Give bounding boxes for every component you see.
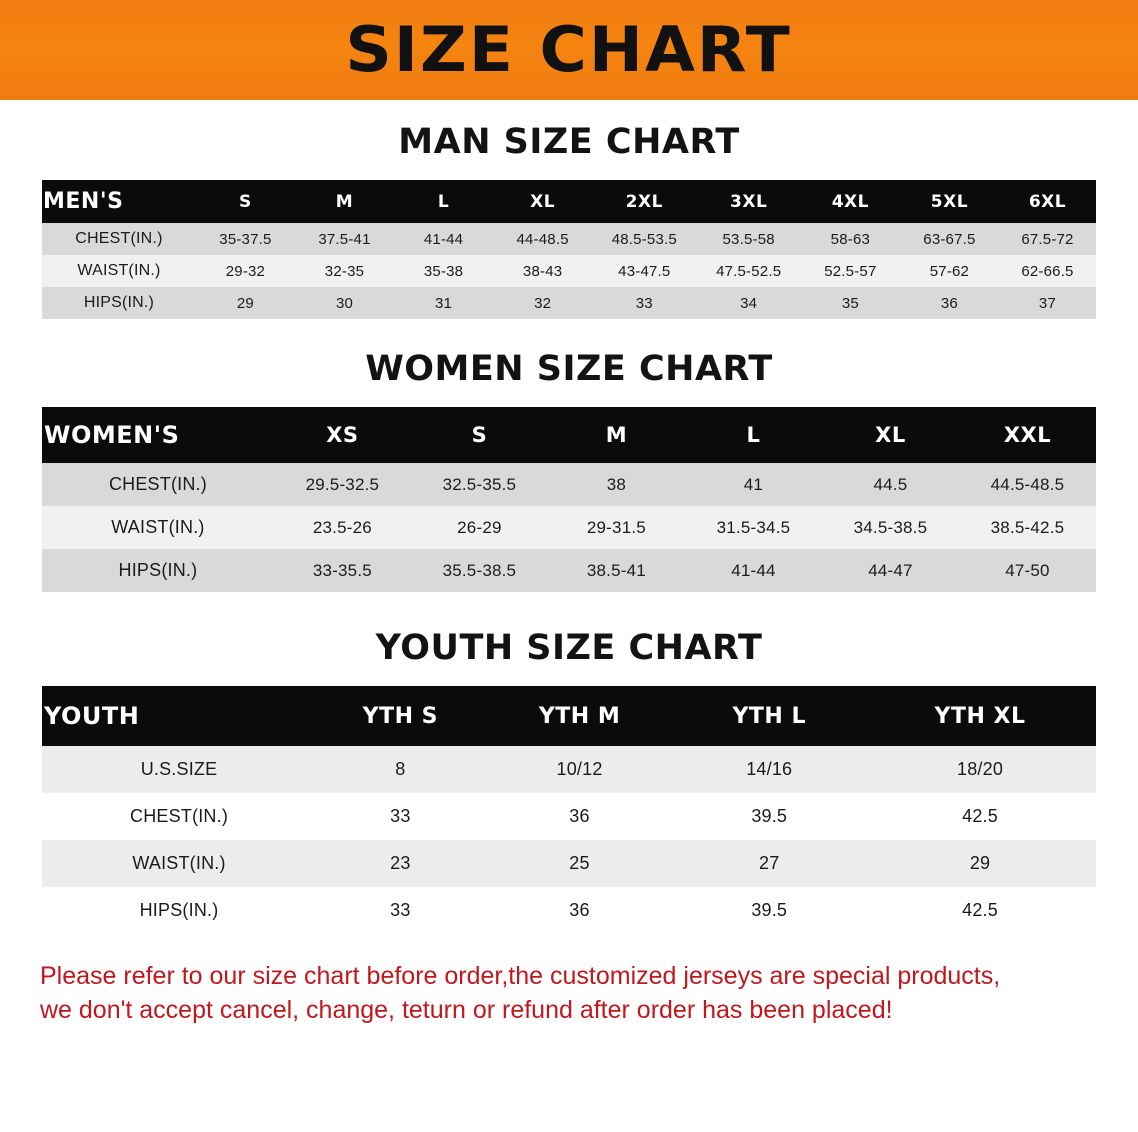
women-row-2-cell-5: 47-50 [959,549,1096,592]
man-row-0-cell-5: 53.5-58 [696,223,800,255]
women-row-1-cell-5: 38.5-42.5 [959,506,1096,549]
man-row-1-cell-3: 38-43 [493,255,592,287]
youth-row-3-label: HIPS(IN.) [42,887,316,934]
man-row-0-label: CHEST(IN.) [42,223,196,255]
table-row [42,463,1096,506]
youth-table-header-row [42,686,1096,746]
youth-header-cell-2: YTH M [485,686,675,746]
youth-row-3-cell-2: 39.5 [674,887,864,934]
women-header-cell-6: XXL [959,407,1096,463]
man-row-2-cell-0: 29 [196,287,295,319]
women-header-cell-0: WOMEN'S [42,407,274,463]
man-row-2-cell-8: 37 [999,287,1096,319]
youth-table-wrap [0,686,1138,934]
women-header-cell-1: XS [274,407,411,463]
women-row-2-label: HIPS(IN.) [42,549,274,592]
youth-header-cell-1: YTH S [316,686,485,746]
women-header-cell-4: L [685,407,822,463]
man-row-1-cell-8: 62-66.5 [999,255,1096,287]
women-row-1-cell-4: 34.5-38.5 [822,506,959,549]
policy-note [0,960,1138,1028]
youth-row-0-label: U.S.SIZE [42,746,316,793]
women-row-0-cell-1: 32.5-35.5 [411,463,548,506]
man-row-0-cell-1: 37.5-41 [295,223,394,255]
youth-row-0-cell-3: 18/20 [864,746,1096,793]
man-row-2-cell-6: 35 [801,287,900,319]
women-header-cell-2: S [411,407,548,463]
man-row-0-cell-7: 63-67.5 [900,223,999,255]
man-row-1-cell-1: 32-35 [295,255,394,287]
women-row-2-cell-3: 41-44 [685,549,822,592]
women-row-1-cell-2: 29-31.5 [548,506,685,549]
man-row-1-cell-6: 52.5-57 [801,255,900,287]
man-size-table [42,180,1096,319]
women-size-table [42,407,1096,592]
man-row-2-cell-5: 34 [696,287,800,319]
youth-row-1-cell-1: 36 [485,793,675,840]
women-table-header-row [42,407,1096,463]
women-row-2-cell-2: 38.5-41 [548,549,685,592]
women-section-heading: WOMEN SIZE CHART [365,349,773,389]
man-row-0-cell-4: 48.5-53.5 [592,223,696,255]
man-row-2-cell-4: 33 [592,287,696,319]
banner-title: SIZE CHART [345,13,793,86]
man-row-1-cell-4: 43-47.5 [592,255,696,287]
man-header-cell-4: XL [493,180,592,223]
man-header-cell-8: 5XL [900,180,999,223]
youth-row-1-label: CHEST(IN.) [42,793,316,840]
women-table-wrap [0,407,1138,592]
man-table-wrap [0,180,1138,319]
man-row-0-cell-8: 67.5-72 [999,223,1096,255]
women-row-2-cell-1: 35.5-38.5 [411,549,548,592]
youth-row-1-cell-3: 42.5 [864,793,1096,840]
women-row-2-cell-4: 44-47 [822,549,959,592]
man-row-0-cell-0: 35-37.5 [196,223,295,255]
banner [0,0,1138,100]
man-row-0-cell-6: 58-63 [801,223,900,255]
man-header-cell-5: 2XL [592,180,696,223]
table-row [42,223,1096,255]
youth-row-2-cell-2: 27 [674,840,864,887]
man-header-cell-9: 6XL [999,180,1096,223]
youth-header-cell-4: YTH XL [864,686,1096,746]
man-row-2-cell-2: 31 [394,287,493,319]
man-header-cell-7: 4XL [801,180,900,223]
youth-header-cell-3: YTH L [674,686,864,746]
man-header-cell-2: M [295,180,394,223]
youth-row-3-cell-0: 33 [316,887,485,934]
women-row-1-cell-1: 26-29 [411,506,548,549]
man-table-header-row [42,180,1096,223]
youth-row-2-cell-1: 25 [485,840,675,887]
man-header-cell-0: MEN'S [42,180,196,223]
women-row-0-label: CHEST(IN.) [42,463,274,506]
man-row-2-label: HIPS(IN.) [42,287,196,319]
women-row-0-cell-4: 44.5 [822,463,959,506]
man-header-cell-3: L [394,180,493,223]
table-row [42,287,1096,319]
man-row-0-cell-2: 41-44 [394,223,493,255]
man-header-cell-1: S [196,180,295,223]
table-row [42,887,1096,934]
man-header-cell-6: 3XL [696,180,800,223]
women-row-1-cell-0: 23.5-26 [274,506,411,549]
table-row [42,255,1096,287]
policy-note-line-1: Please refer to our size chart before order,the customized jerseys are special products, [40,962,1001,990]
man-row-2-cell-7: 36 [900,287,999,319]
table-row [42,840,1096,887]
youth-row-0-cell-0: 8 [316,746,485,793]
youth-row-1-cell-0: 33 [316,793,485,840]
man-row-1-cell-2: 35-38 [394,255,493,287]
table-row [42,746,1096,793]
table-row [42,506,1096,549]
women-row-1-cell-3: 31.5-34.5 [685,506,822,549]
youth-row-0-cell-1: 10/12 [485,746,675,793]
man-row-1-cell-5: 47.5-52.5 [696,255,800,287]
man-row-2-cell-1: 30 [295,287,394,319]
man-row-1-cell-0: 29-32 [196,255,295,287]
youth-row-2-cell-3: 29 [864,840,1096,887]
women-row-0-cell-0: 29.5-32.5 [274,463,411,506]
man-section-heading: MAN SIZE CHART [398,122,740,162]
women-row-2-cell-0: 33-35.5 [274,549,411,592]
women-row-0-cell-3: 41 [685,463,822,506]
youth-row-3-cell-1: 36 [485,887,675,934]
man-row-0-cell-3: 44-48.5 [493,223,592,255]
women-row-1-label: WAIST(IN.) [42,506,274,549]
man-row-1-cell-7: 57-62 [900,255,999,287]
youth-size-table [42,686,1096,934]
man-row-2-cell-3: 32 [493,287,592,319]
women-row-0-cell-2: 38 [548,463,685,506]
man-row-1-label: WAIST(IN.) [42,255,196,287]
youth-row-1-cell-2: 39.5 [674,793,864,840]
women-row-0-cell-5: 44.5-48.5 [959,463,1096,506]
youth-section-heading: YOUTH SIZE CHART [375,628,763,668]
youth-row-2-label: WAIST(IN.) [42,840,316,887]
youth-header-cell-0: YOUTH [42,686,316,746]
table-row [42,549,1096,592]
women-header-cell-3: M [548,407,685,463]
youth-row-0-cell-2: 14/16 [674,746,864,793]
policy-note-line-2: we don't accept cancel, change, teturn or refund after order has been placed! [40,995,893,1024]
table-row [42,793,1096,840]
women-header-cell-5: XL [822,407,959,463]
youth-row-2-cell-0: 23 [316,840,485,887]
youth-row-3-cell-3: 42.5 [864,887,1096,934]
